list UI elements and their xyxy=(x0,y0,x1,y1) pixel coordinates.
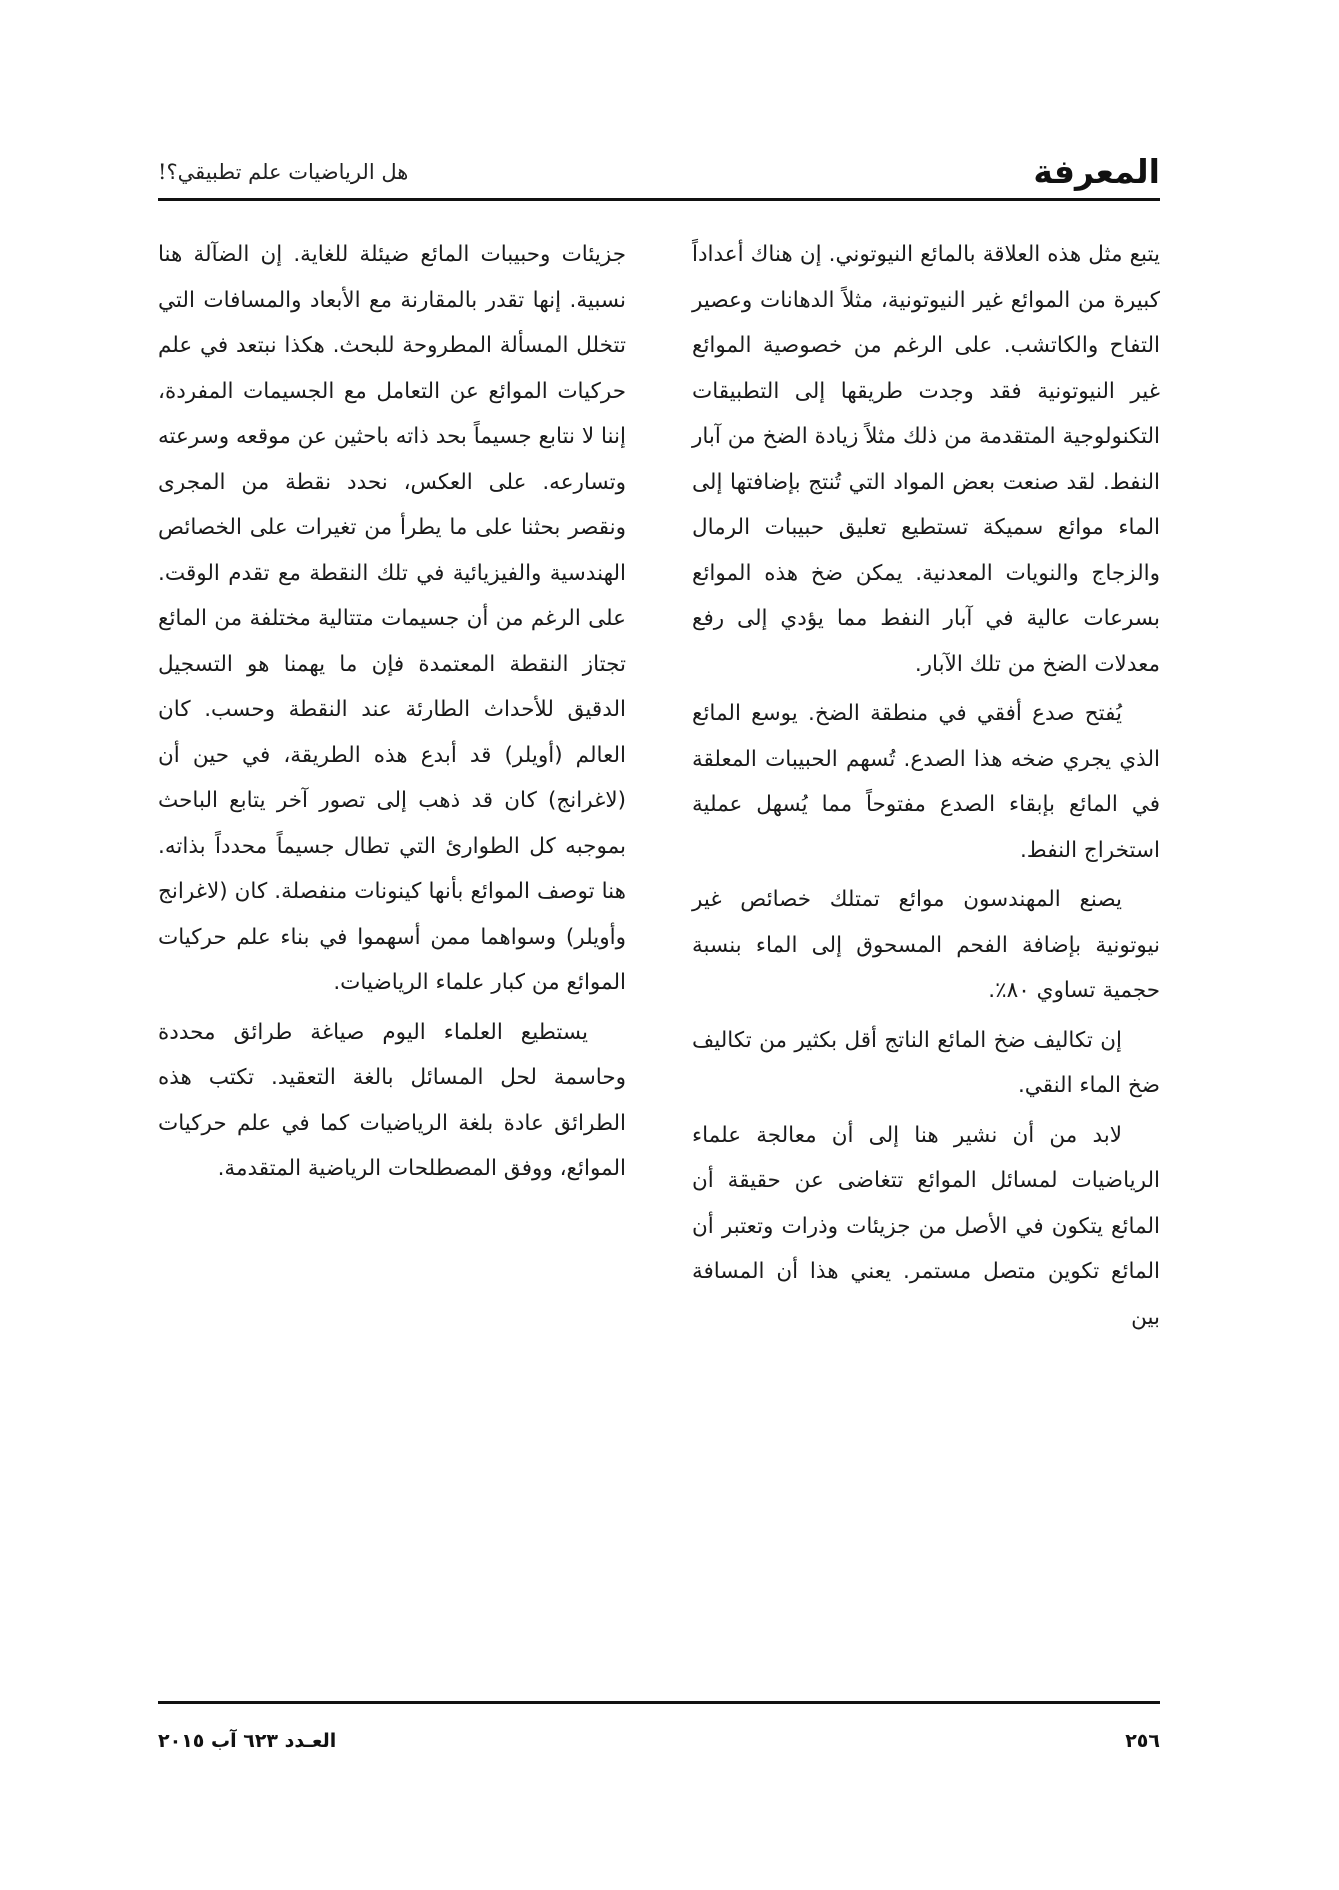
paragraph: إن تكاليف ضخ المائع الناتج أقل بكثير من تكاليف ضخ الماء النقي. xyxy=(692,1027,1160,1098)
paragraph: لابد من أن نشير هنا إلى أن معالجة علماء الرياضيات لمسائل الموائع تتغاضى عن حقيقة أن المائع يتكون في الأصل من جزيئات وذرات وتعتبر أن المائع تكوين متصل مستمر. يعني هذا أن المسافة بين xyxy=(692,1122,1160,1330)
magazine-logo: المعرفة xyxy=(1033,152,1160,191)
footer-rule xyxy=(158,1701,1160,1704)
page-footer xyxy=(158,1730,1160,1760)
page-header xyxy=(158,150,1160,198)
paragraph: يستطيع العلماء اليوم صياغة طرائق محددة وحاسمة لحل المسائل بالغة التعقيد. تكتب هذه الطرائق عادة بلغة الرياضيات كما في علم حركيات الموائع، ووفق المصطلحات الرياضية المتقدمة. xyxy=(158,1019,626,1181)
paragraph: يُفتح صدع أفقي في منطقة الضخ. يوسع المائع الذي يجري ضخه هذا الصدع. تُسهم الحبيبات المعلقة في المائع بإبقاء الصدع مفتوحاً مما يُسهل عملية استخراج النفط. xyxy=(692,701,1160,863)
paragraph: جزيئات وحبيبات المائع ضيئلة للغاية. إن الضآلة هنا نسبية. إنها تقدر بالمقارنة مع الأبعاد والمسافات التي تتخلل المسألة المطروحة للبحث. هكذا نبتعد في علم حركيات الموائع عن التعامل مع الجسيمات المفردة، إننا لا نتابع جسيماً بحد ذاته باحثين عن موقعه وسرعته وتسارعه. على العكس، نحدد نقطة من المجرى ونقصر بحثنا على ما يطرأ من تغيرات على الخصائص الهندسية والفيزيائية في تلك النقطة مع تقدم الوقت. على الرغم من أن جسيمات متتالية مختلفة من المائع تجتاز النقطة المعتمدة فإن ما يهمنا هو التسجيل الدقيق للأحداث الطارئة عند النقطة وحسب. كان العالم (أويلر) قد أبدع هذه الطريقة، في حين أن (لاغرانج) كان قد ذهب إلى تصور آخر يتابع الباحث بموجبه كل الطوارئ التي تطال جسيماً محدداً بذاته. هنا توصف الموائع بأنها كينونات منفصلة. كان (لاغرانج وأويلر) وسواهما ممن أسهموا في بناء علم حركيات الموائع من كبار علماء الرياضيات. xyxy=(158,242,626,995)
paragraph: يصنع المهندسون موائع تمتلك خصائص غير نيوتونية بإضافة الفحم المسحوق إلى الماء بنسبة حجمية تساوي ٨٠٪. xyxy=(692,887,1160,1003)
issue-info: العـدد ٦٢٣ آب ٢٠١٥ xyxy=(158,1730,337,1752)
text-column-right xyxy=(692,232,1160,1340)
page-number: ٢٥٦ xyxy=(1125,1730,1160,1752)
header-rule xyxy=(158,198,1160,201)
paragraph: يتبع مثل هذه العلاقة بالمائع النيوتوني. إن هناك أعداداً كبيرة من الموائع غير النيوتونية، مثلاً الدهانات وعصير التفاح والكاتشب. على الرغم من خصوصية الموائع غير النيوتونية فقد وجدت طريقها إلى التطبيقات التكنولوجية المتقدمة من ذلك مثلاً زيادة الضخ من آبار النفط. لقد صنعت بعض المواد التي تُنتج بإضافتها إلى الماء موائع سميكة تستطيع تعليق حبيبات الرمال والزجاج والنويات المعدنية. يمكن ضخ هذه الموائع بسرعات عالية في آبار النفط مما يؤدي إلى رفع معدلات الضخ من تلك الآبار. xyxy=(692,242,1160,677)
running-title: هل الرياضيات علم تطبيقي؟! xyxy=(158,160,409,184)
text-column-left xyxy=(158,232,626,1192)
